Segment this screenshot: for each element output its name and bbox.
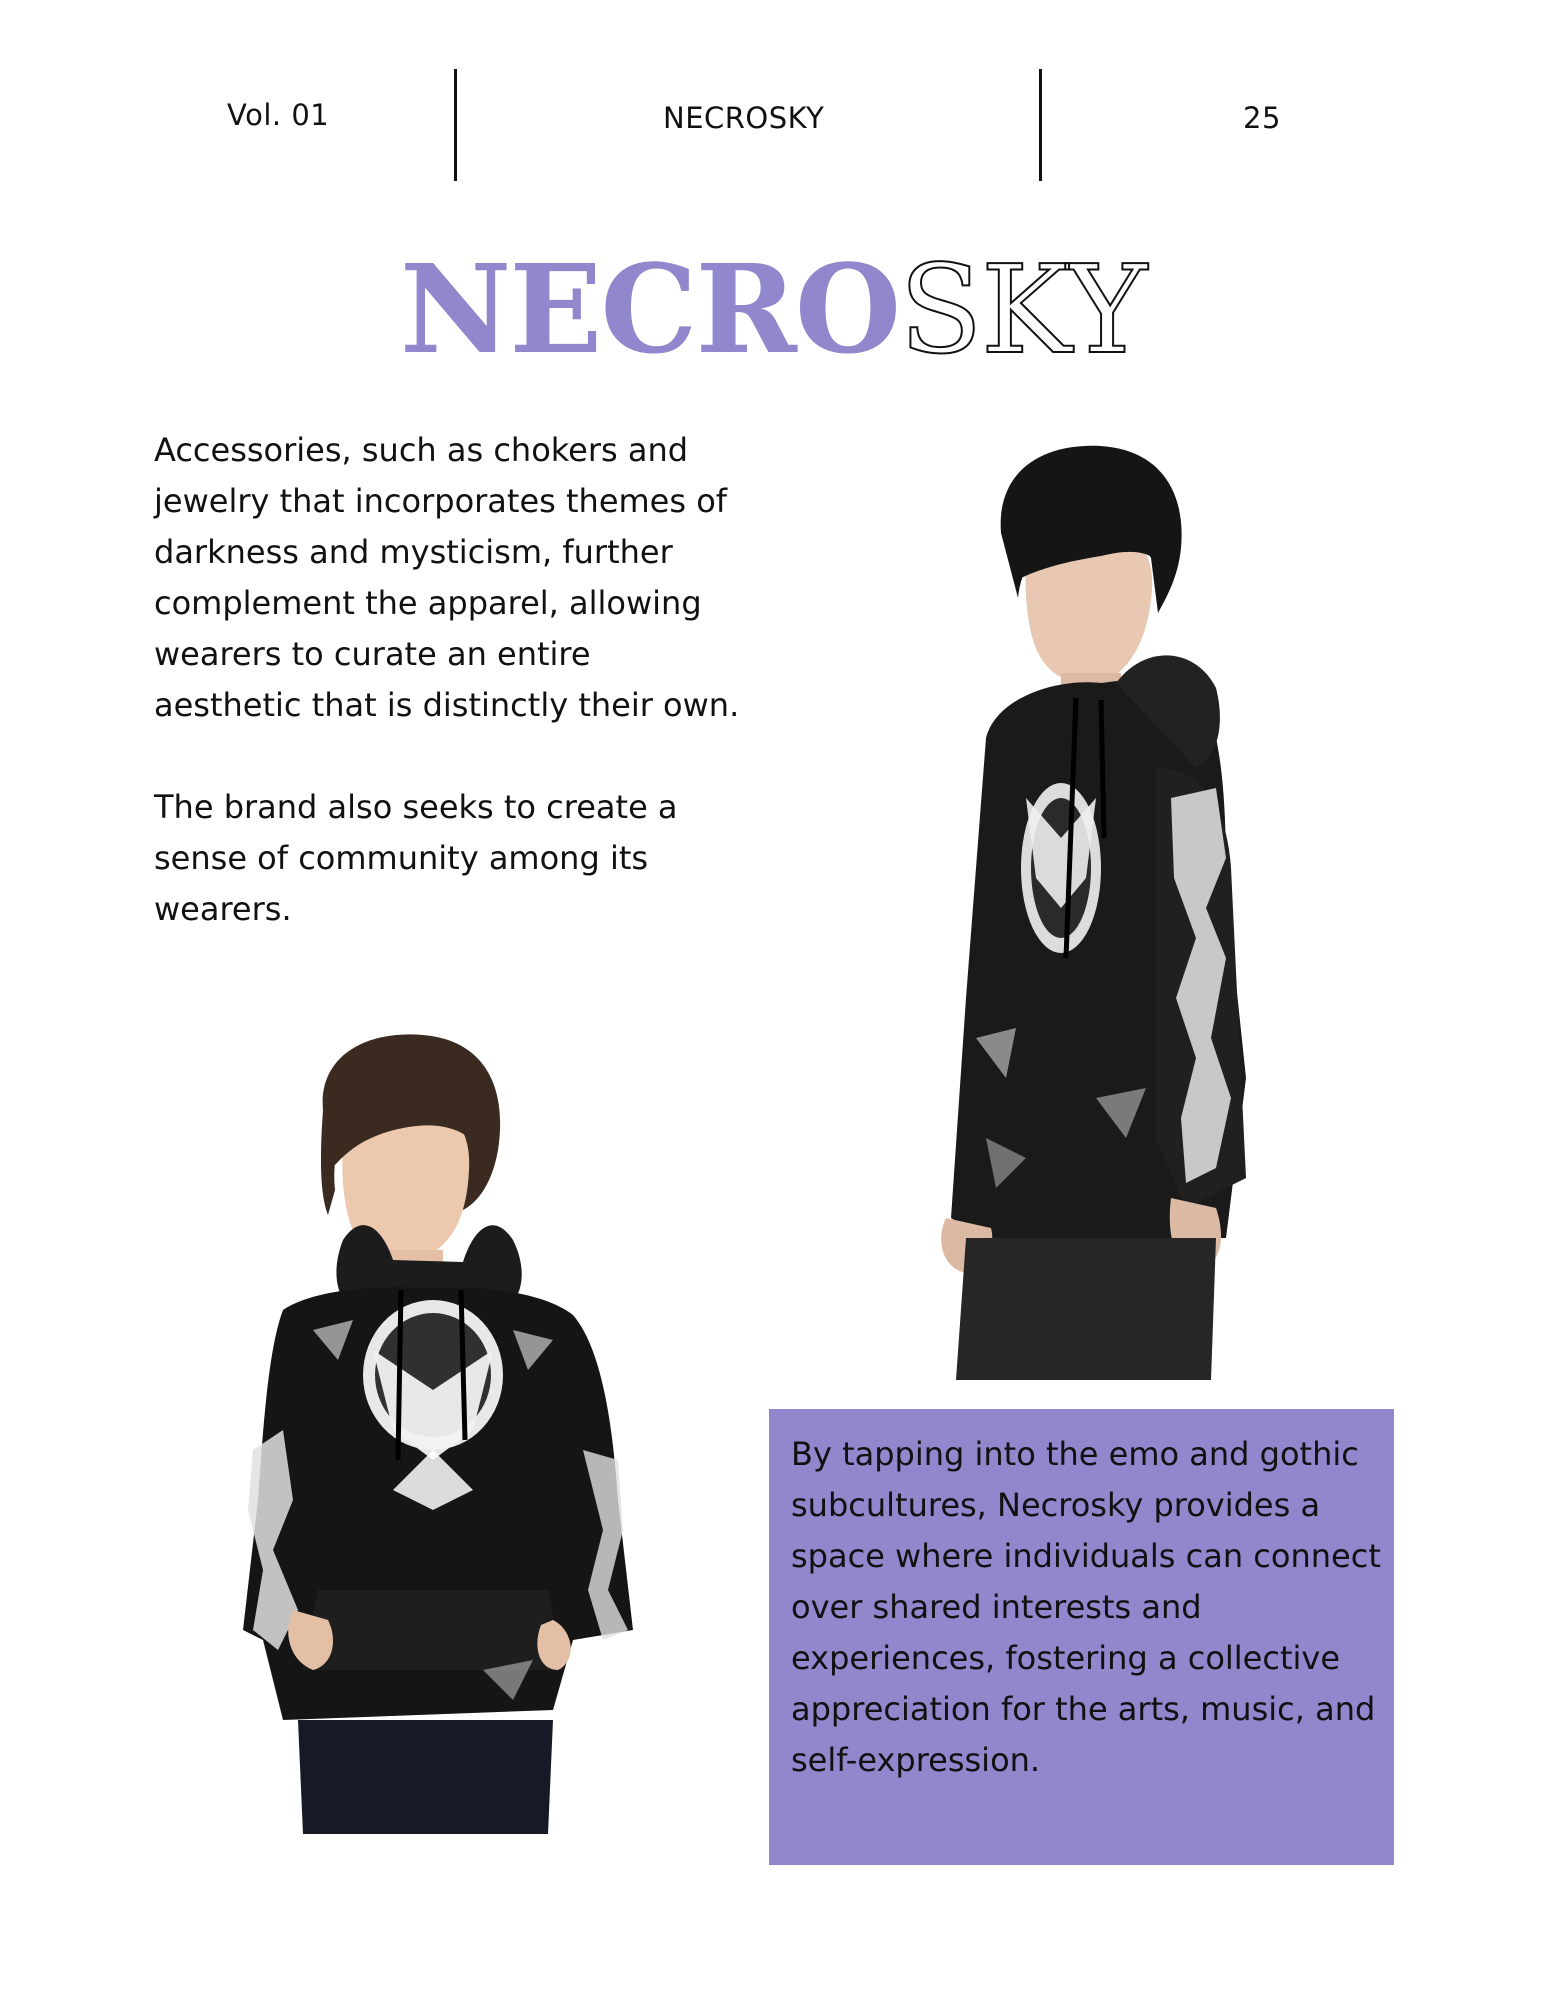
header-divider-right (1039, 69, 1042, 181)
model-side-photo (926, 438, 1276, 1380)
model-front-photo (223, 1030, 688, 1834)
callout-text: By tapping into the emo and gothic subcultures, Necrosky provides a space where individuals can connect over shared interests and experiences, fostering a collective appreciation for the arts, music, and self-expression. (791, 1435, 1381, 1779)
callout-box (769, 1409, 1394, 1865)
brand-logo (0, 237, 1545, 381)
header-divider-left (454, 69, 457, 181)
intro-paragraph-2: The brand also seeks to create a sense of community among its wearers. (154, 788, 678, 928)
header-brand: NECROSKY (663, 101, 825, 135)
intro-text (154, 425, 744, 935)
volume-label: Vol. 01 (227, 98, 330, 132)
intro-paragraph-1: Accessories, such as chokers and jewelry that incorporates themes of darkness and mysticism, further complement the apparel, allowing wearers to curate an entire aesthetic that is distinctly their own. (154, 431, 740, 724)
logo-part-necro: NECRO (399, 237, 900, 381)
logo-part-sky: SKY (899, 239, 1146, 381)
page-number: 25 (1243, 101, 1281, 135)
